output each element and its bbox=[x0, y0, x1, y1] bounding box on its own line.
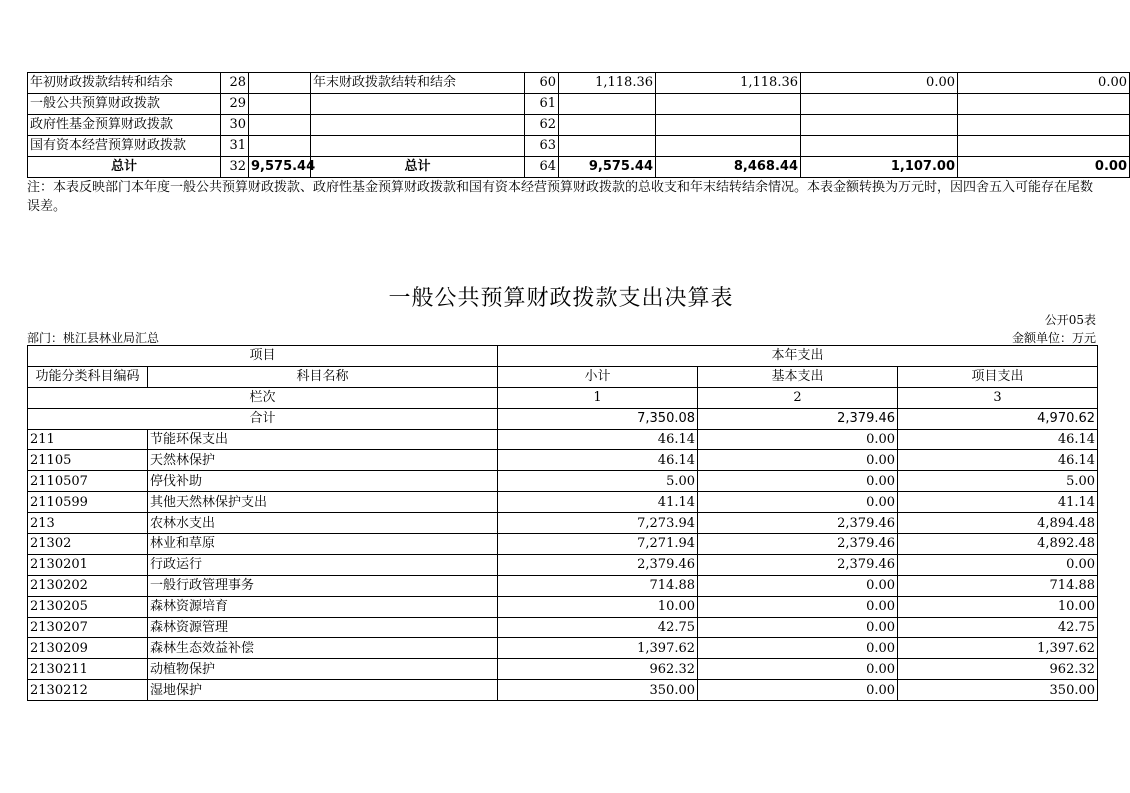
balance-value-total bbox=[559, 136, 656, 157]
balance-left-row-number: 32 bbox=[221, 157, 249, 178]
balance-right-label bbox=[311, 94, 525, 115]
balance-left-label: 政府性基金预算财政拨款 bbox=[28, 115, 221, 136]
row-basic: 0.00 bbox=[698, 680, 898, 701]
row-basic: 0.00 bbox=[698, 575, 898, 596]
department-label: 部门：桃江县林业局汇总 bbox=[27, 331, 160, 345]
row-project: 10.00 bbox=[898, 596, 1098, 617]
header-project: 项目支出 bbox=[898, 366, 1098, 387]
row-name: 天然林保护 bbox=[148, 450, 498, 471]
row-code: 21302 bbox=[28, 534, 148, 555]
row-project: 4,894.48 bbox=[898, 513, 1098, 534]
row-code: 2130202 bbox=[28, 575, 148, 596]
row-basic: 0.00 bbox=[698, 638, 898, 659]
header-basic: 基本支出 bbox=[698, 366, 898, 387]
row-subtotal: 7,271.94 bbox=[498, 534, 698, 555]
balance-row bbox=[28, 115, 1130, 136]
row-project: 46.14 bbox=[898, 450, 1098, 471]
balance-left-value bbox=[249, 115, 311, 136]
row-code: 2130201 bbox=[28, 554, 148, 575]
row-project: 46.14 bbox=[898, 429, 1098, 450]
row-subtotal: 46.14 bbox=[498, 429, 698, 450]
row-code: 213 bbox=[28, 513, 148, 534]
column-number-2: 2 bbox=[698, 387, 898, 408]
row-name: 农林水支出 bbox=[148, 513, 498, 534]
total-project: 4,970.62 bbox=[898, 408, 1098, 429]
table-row bbox=[28, 617, 1098, 638]
row-project: 4,892.48 bbox=[898, 534, 1098, 555]
row-project: 1,397.62 bbox=[898, 638, 1098, 659]
row-name: 行政运行 bbox=[148, 554, 498, 575]
header-current-year: 本年支出 bbox=[498, 346, 1098, 367]
row-code: 2130211 bbox=[28, 659, 148, 680]
header-subtotal: 小计 bbox=[498, 366, 698, 387]
row-project: 5.00 bbox=[898, 471, 1098, 492]
table-row bbox=[28, 575, 1098, 596]
row-project: 714.88 bbox=[898, 575, 1098, 596]
row-name: 森林资源培育 bbox=[148, 596, 498, 617]
row-name: 森林资源管理 bbox=[148, 617, 498, 638]
table-row bbox=[28, 680, 1098, 701]
balance-left-row-number: 30 bbox=[221, 115, 249, 136]
row-basic: 0.00 bbox=[698, 659, 898, 680]
table-row bbox=[28, 450, 1098, 471]
balance-value-total bbox=[559, 94, 656, 115]
row-basic: 0.00 bbox=[698, 492, 898, 513]
row-name: 节能环保支出 bbox=[148, 429, 498, 450]
row-project: 0.00 bbox=[898, 554, 1098, 575]
total-row bbox=[28, 408, 1098, 429]
total-label: 合计 bbox=[28, 408, 498, 429]
row-subtotal: 7,273.94 bbox=[498, 513, 698, 534]
balance-value-fund bbox=[801, 136, 958, 157]
expenditure-table-body bbox=[28, 346, 1098, 701]
balance-value-fund bbox=[801, 94, 958, 115]
balance-row bbox=[28, 157, 1130, 178]
amount-unit-label: 金额单位：万元 bbox=[1011, 331, 1096, 345]
balance-value-state-capital bbox=[958, 94, 1130, 115]
balance-value-state-capital: 0.00 bbox=[958, 157, 1130, 178]
balance-left-value bbox=[249, 94, 311, 115]
balance-left-label: 总计 bbox=[28, 157, 221, 178]
table-note: 注：本表反映部门本年度一般公共预算财政拨款、政府性基金预算财政拨款和国有资本经营预算财政拨款的总收支和年末结转结余情况。本表金额转换为万元时，因四舍五入可能存在尾数误差。 bbox=[27, 180, 1094, 214]
row-subtotal: 962.32 bbox=[498, 659, 698, 680]
balance-right-row-number: 61 bbox=[525, 94, 559, 115]
row-name: 其他天然林保护支出 bbox=[148, 492, 498, 513]
balance-left-row-number: 29 bbox=[221, 94, 249, 115]
balance-left-label: 一般公共预算财政拨款 bbox=[28, 94, 221, 115]
balance-right-label: 总计 bbox=[311, 157, 525, 178]
row-project: 42.75 bbox=[898, 617, 1098, 638]
row-code: 21105 bbox=[28, 450, 148, 471]
table-row bbox=[28, 429, 1098, 450]
row-project: 962.32 bbox=[898, 659, 1098, 680]
row-subtotal: 10.00 bbox=[498, 596, 698, 617]
balance-value-general bbox=[656, 136, 801, 157]
total-basic: 2,379.46 bbox=[698, 408, 898, 429]
balance-left-label: 国有资本经营预算财政拨款 bbox=[28, 136, 221, 157]
balance-left-row-number: 31 bbox=[221, 136, 249, 157]
row-subtotal: 46.14 bbox=[498, 450, 698, 471]
balance-value-state-capital bbox=[958, 136, 1130, 157]
table-row bbox=[28, 513, 1098, 534]
row-subtotal: 2,379.46 bbox=[498, 554, 698, 575]
row-code: 2130205 bbox=[28, 596, 148, 617]
balance-value-fund: 0.00 bbox=[801, 73, 958, 94]
row-code: 2110599 bbox=[28, 492, 148, 513]
header-item: 项目 bbox=[28, 346, 498, 367]
table-row bbox=[28, 659, 1098, 680]
row-basic: 0.00 bbox=[698, 617, 898, 638]
row-subtotal: 42.75 bbox=[498, 617, 698, 638]
balance-value-state-capital: 0.00 bbox=[958, 73, 1130, 94]
row-basic: 2,379.46 bbox=[698, 554, 898, 575]
balance-row bbox=[28, 94, 1130, 115]
balance-left-value bbox=[249, 73, 311, 94]
row-project: 41.14 bbox=[898, 492, 1098, 513]
row-name: 森林生态效益补偿 bbox=[148, 638, 498, 659]
header-code: 功能分类科目编码 bbox=[28, 366, 148, 387]
balance-value-fund: 1,107.00 bbox=[801, 157, 958, 178]
header-name: 科目名称 bbox=[148, 366, 498, 387]
balance-left-value: 9,575.44 bbox=[249, 157, 311, 178]
balance-value-total bbox=[559, 115, 656, 136]
balance-table bbox=[27, 72, 1130, 178]
balance-right-row-number: 64 bbox=[525, 157, 559, 178]
row-basic: 0.00 bbox=[698, 429, 898, 450]
column-number-label: 栏次 bbox=[28, 387, 498, 408]
row-subtotal: 350.00 bbox=[498, 680, 698, 701]
column-number-1: 1 bbox=[498, 387, 698, 408]
row-basic: 0.00 bbox=[698, 450, 898, 471]
balance-right-row-number: 60 bbox=[525, 73, 559, 94]
balance-value-fund bbox=[801, 115, 958, 136]
balance-value-general: 1,118.36 bbox=[656, 73, 801, 94]
column-number-row bbox=[28, 387, 1098, 408]
table-row bbox=[28, 471, 1098, 492]
table-row bbox=[28, 492, 1098, 513]
row-basic: 0.00 bbox=[698, 596, 898, 617]
row-basic: 2,379.46 bbox=[698, 534, 898, 555]
row-code: 2130212 bbox=[28, 680, 148, 701]
balance-left-label: 年初财政拨款结转和结余 bbox=[28, 73, 221, 94]
balance-value-total: 1,118.36 bbox=[559, 73, 656, 94]
balance-right-label bbox=[311, 136, 525, 157]
header-row-2 bbox=[28, 366, 1098, 387]
row-code: 2130207 bbox=[28, 617, 148, 638]
balance-row bbox=[28, 136, 1130, 157]
balance-right-label: 年末财政拨款结转和结余 bbox=[311, 73, 525, 94]
balance-table-body bbox=[28, 73, 1130, 178]
page-title: 一般公共预算财政拨款支出决算表 bbox=[388, 286, 734, 311]
row-name: 湿地保护 bbox=[148, 680, 498, 701]
table-row bbox=[28, 638, 1098, 659]
balance-left-value bbox=[249, 136, 311, 157]
row-code: 2130209 bbox=[28, 638, 148, 659]
row-name: 动植物保护 bbox=[148, 659, 498, 680]
balance-value-general: 8,468.44 bbox=[656, 157, 801, 178]
form-number: 公开05表 bbox=[1044, 313, 1096, 327]
row-subtotal: 5.00 bbox=[498, 471, 698, 492]
column-number-3: 3 bbox=[898, 387, 1098, 408]
balance-value-general bbox=[656, 94, 801, 115]
total-subtotal: 7,350.08 bbox=[498, 408, 698, 429]
row-subtotal: 714.88 bbox=[498, 575, 698, 596]
expenditure-table bbox=[27, 345, 1098, 701]
table-row bbox=[28, 596, 1098, 617]
row-name: 停伐补助 bbox=[148, 471, 498, 492]
balance-value-general bbox=[656, 115, 801, 136]
row-subtotal: 1,397.62 bbox=[498, 638, 698, 659]
balance-value-total: 9,575.44 bbox=[559, 157, 656, 178]
row-code: 2110507 bbox=[28, 471, 148, 492]
balance-right-row-number: 62 bbox=[525, 115, 559, 136]
row-code: 211 bbox=[28, 429, 148, 450]
header-row-1 bbox=[28, 346, 1098, 367]
table-row bbox=[28, 534, 1098, 555]
balance-row bbox=[28, 73, 1130, 94]
balance-left-row-number: 28 bbox=[221, 73, 249, 94]
balance-value-state-capital bbox=[958, 115, 1130, 136]
row-project: 350.00 bbox=[898, 680, 1098, 701]
row-basic: 0.00 bbox=[698, 471, 898, 492]
row-name: 一般行政管理事务 bbox=[148, 575, 498, 596]
table-row bbox=[28, 554, 1098, 575]
row-subtotal: 41.14 bbox=[498, 492, 698, 513]
row-basic: 2,379.46 bbox=[698, 513, 898, 534]
balance-right-row-number: 63 bbox=[525, 136, 559, 157]
row-name: 林业和草原 bbox=[148, 534, 498, 555]
balance-right-label bbox=[311, 115, 525, 136]
